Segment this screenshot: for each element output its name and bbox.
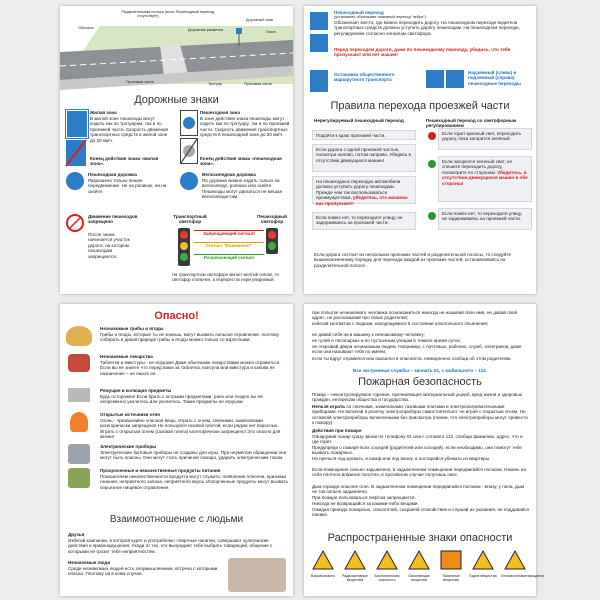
explosive-sign-icon [312,550,334,570]
red-light-bullet-icon [428,132,436,140]
strangers-text: Среди незнакомых людей есть злоумышленники, встреча с которыми опасна. Поэтому ни в коем случае: [68,566,218,577]
bus-stop-sign-icon [310,70,328,92]
fire-action-3: Не прячься под кровать, в шкаф или под ванну, а постарайся убежать из квартиры. [312,456,491,461]
page-road-signs [60,6,293,294]
transport-light-label: Транспортный светофор [173,214,207,225]
danger-item-5-title: Электрические приборы [100,444,157,449]
crosswalk-sign-icon [310,12,328,30]
page-crossing-rules [304,6,536,294]
pills-icon [68,354,90,372]
spoiled-food-icon [68,468,90,488]
road-signs-title: Дорожные знаки [134,94,219,106]
left-step-1: Подойти к краю проезжей части. [312,130,416,140]
right-step-2: Если загорелся зеленый свет, не спешите переходить дорогу, посмотрите по сторонам. Убедитесь, в отсутствии движущихся машин в обе стороны! [438,156,532,202]
label-crosswalk: Пешеходный переход [175,10,215,14]
col1-title: Нерегулируемый пешеходный переход [314,118,404,123]
fire-action-6: При пожаре пользоваться лифтом запрещается. [312,495,416,500]
corrosive-sign-icon [472,550,494,570]
fire-intro: Пожар – неконтролируемое горение, причиняющее материальный ущерб, вред жизни и здоровью граждан, интересам общества и государства. [312,392,523,403]
sign-caption-1: Взрывоопасно [310,574,336,578]
pedestrian-traffic-light [266,228,278,254]
sign-text-living: В жилой зоне пешеходы могут ходить как по тротуарам, так и по проезжей части. Скорость движения транспортных средств в жилой зоне до 20 км/ч. [90,116,169,143]
strangers-list-6: если ты вдруг отравился или оказался в опасности, немедленно сообщи об этом родителям. [312,356,512,361]
people-title: Взаимоотношение с людьми [109,514,244,525]
transport-traffic-light [178,228,190,266]
overpass-sign-icon [426,70,444,88]
sign-caption-4: Окисляющие вещества [408,574,430,583]
sign-caption-3: Биологическая опасность [374,574,400,583]
fire-safety-title: Пожарная безопасность [358,376,482,388]
left-step-2: Если дорога с одной проезжей частью, посмотри налево, потом направо. Убедись в отсутствии движущихся машин! [312,144,416,172]
green-light-bullet-icon [428,160,436,168]
danger-item-4-text: Огонь - чрезвычайно опасная вещь. Играть с огнем, спичками, зажигалками категорически запрещено! Не пользуйся газовой плитой, если рядом нет взрослых. Играть с открытым огнем (газовая плита) категорически запрещено! Это опасно для жизни! [100,418,281,440]
label-shoulder: Обочина [78,26,94,30]
fire-action-7: Никогда не возвращайся за какими-либо вещами. [312,501,419,506]
sign-text-pedestrian-zone: В зоне действия знака пешеходы могут ходить как по тротуару, так и по проезжей части. Скорость движения транспортных средств в пешеходной зоне до 20 км/ч. [200,116,290,138]
pedestrian-path-sign-icon [66,172,84,190]
strangers-title: Незнакомые люди [68,560,111,565]
danger-title: Опасно! [154,310,199,322]
mushrooms-icon [66,326,92,346]
fire-forbidden: Нельзя играть со спичками, зажигалками, газовыми плитами и электронагревательными приборами. Не включай в розетку электроприборы самостоятельно: не играй с открытым огнем. Не оставляй электроприборы включенными без присмотра (помни, что электроприборы могут привести к пожару). [312,404,528,426]
crosswalk-text: Обозначает место, где можно переходить дорогу. На пешеходном переходе водители транспортных средств должны уступить дорогу пешеходам. На пешеходном переходе, регулируемом согласно сигналам светофора. [334,20,520,36]
danger-item-4-title: Открытые источники огня [100,412,160,417]
label-sidewalk: Тротуар [207,82,223,86]
fire-icon [70,412,88,432]
hazard-signs-title: Распространенные знаки опасности [327,532,513,544]
strangers-list-2: избегай контактов с людьми, находящимися в состоянии алкогольного опьянения; [312,321,489,326]
pedestrian-light-label: Пешеходный светофор [257,214,287,225]
sign-text-ped-path: Разрешено только пешее передвижение. Не на роликах, ни на скейте. [88,178,167,194]
crosswalk-title: Пешеходный переход [334,10,384,15]
bus-stop-title: Остановка общественного маршрутного транспорта [334,72,395,83]
fire-action-2: Предупреди о пожаре всех соседей (родителей или соседей), если необходимо, они помогут тебе вызвать пожарных. [312,445,522,456]
go-bullet-icon [428,212,436,220]
emergency-number: Все экстренные службы – звонить 01, с мобильного – 112. [353,368,487,373]
fire-action-4: Если помещение сильно задымлено, в задымленном помещении передвигайся ползком. Накинь на себя плотное влажное полотно, в противном случае получишь ожог. [312,467,526,478]
danger-item-6-title: Просроченные и некачественные продукты питания [100,468,221,473]
danger-item-2-text: Таблетки и микстуры - не игрушки! Даже обычными лекарствами можно отравиться. Если вы не знаете что перед вами за таблетка, капсула или микстура и какова ее назначение – не ешьте ее. [100,360,281,376]
sign-title-pedestrian-zone: Пешеходная зона [200,110,240,115]
light-note: На транспортном светофоре мигает желтый сигнал, то светофор отключен, а перекресток нерегулируемый. [172,272,279,282]
flammable-sign-icon [504,550,526,570]
living-zone-sign-icon [66,110,88,138]
crossing-rules-title: Правила перехода проезжей части [330,100,510,112]
danger-item-2-title: Незнакомые лекарства [100,354,153,359]
crosswalk-warning: Перед переходом дороги, даже по пешеходному переходу, убедись, что тебя пропускают или нет машин! [334,47,511,58]
fire-action-5: Дым гораздо опаснее огня. В задымленном помещении передвигайся ползком - внизу, у пола, дым не так сильно задымлено. [312,484,525,495]
label-road-sign: Дорожный знак [246,18,274,22]
danger-item-3-text: Будь осторожен! Если брать с острыми предметами, рано или поздно вы ей непременно уколетесь или уколитесь. Такие предметы не игрушки. [100,394,263,405]
label-road-part-2: Проезжая часть [243,82,273,86]
sign-title-pedestrian-zone-end: Конец действия знака «пешеходная зона». [200,156,282,167]
light-stop-label: Запрещающий сигнал! [194,230,264,236]
danger-item-3-title: Режущие и колющие предметы [100,388,172,393]
right-step-1: Если горит красный свет, переходить дорогу, пока загорится зелёный. [438,128,532,150]
friends-text: Избегай компании, в которой курят и употребляют спиртные напитки, совершают хулиганские действия и правонарушения. Уходи от тех, кто вынуждает тебя выбрать товарищей, общение с которыми не грозит тебе неприятностям. [68,538,273,554]
crossing-footer: Если дорога состоит из нескольких проезжих частей и разделительной полосы, то следуйте вышеизначенному порядку для перехода каждой из проезжих частей, останавливаясь на разделительной полосе. [314,252,512,268]
danger-item-1-text: Грибы и ягоды, которые ты не знаешь, могут вызвать сильное отравление, поэтому собирать в дикой природе грибы и ягоды можно только со взрослыми. [100,332,279,343]
right-step-3: Если помех нет, то переходите улицу, не задерживаясь на проезжей части. [438,208,532,230]
iron-icon [68,444,90,464]
crosswalk-sub: (установлен обозначает наземный переход "зебра") [334,15,426,19]
page-danger [60,304,293,596]
pedestrian-zone-sign-icon [180,110,198,136]
light-attention-label: Сигнал "Внимание!" [194,242,264,248]
danger-item-6-text: Показателем некачественности продукта могут служить: появление плесени, признаки гниения, неприятного запаха, неприятного вкуса. Испорченные продукты могут вызвать серьезное пищевое отравление. [100,474,288,490]
left-step-4: Если помех нет, то переходите улицу, не задерживаясь на проезжей части. [312,212,416,230]
light-go-label: Разрешающий сигнал [194,254,264,260]
no-pedestrians-sign-icon [66,214,84,232]
fire-actions-title: Действия при пожаре [312,428,362,433]
sign-title-living-end: Конец действия знака «жилая зона». [90,156,159,167]
label-road-part: Проезжая часть [125,80,155,84]
oxidizer-sign-icon [408,550,430,570]
radioactive-sign-icon [344,550,366,570]
strangers-list-4: не гуляй в лесопарках и по пустынным улицам в темное время суток; [312,338,461,343]
friends-title: Друзья [68,532,85,537]
sign-title-no-ped: Движение пешеходов запрещено [88,214,138,225]
biohazard-sign-icon [376,550,398,570]
fire-action-1: Обнаружив пожар сразу звони по телефону 01 или с сотового 112, сообщи фамилию, адрес, что и где горит. [312,434,523,445]
strangers-list-5: не открывай двери незнакомым людям. Например, с почтовых, рабочих, служб, электриков, даже если они называют тебя по имени; [312,344,522,355]
label-markup: Дорожная разметка [188,28,223,32]
sign-caption-5: Токсичные вещества [442,574,460,583]
pedestrian-zone-end-sign-icon [180,138,198,164]
toxic-sign-icon [440,550,462,570]
bicycle-path-sign-icon [180,172,198,190]
sign-caption-6: Едкие вещества [469,574,497,578]
strangers-photo [228,558,286,592]
overpass-title: Надземный (слева) и подземный (справа) пешеходные переходы [468,70,521,86]
crosswalk-sign-2-icon [310,34,328,52]
label-lawn: Газон [266,30,276,34]
page-fire-safety [304,304,544,596]
sign-title-ped-path: Пешеходная дорожка [88,172,137,177]
fire-action-8: Ожидая приезда пожарных, спасателей, сохраняй спокойствие и слушай их указания, не поддавайся панике. [312,507,530,518]
sign-title-bike-path: Велосипедная дорожка [202,172,256,177]
sign-title-living: Жилая зона [90,110,117,115]
sign-caption-7: Легковоспламеняющиеся [501,574,544,578]
col2-title: Пешеходный переход со светофорным регулированием [426,118,517,129]
danger-item-5-text: Электрические бытовые приборы не созданы для игры. При неумелом обращении они могут быть опасны. Они могут стать причиной пожара, ударить электрическим током. [100,450,287,461]
left-step-3: На пешеходных переходах автомобили должны уступить дорогу пешеходам. Прежде чем так воспользоваться преимуществом, убедитесь, что машины вас пропускают! [312,176,416,204]
underpass-sign-icon [446,70,464,88]
strangers-list-3: не давай себя ни в машину к незнакомому человеку; [312,332,425,337]
sign-caption-2: Радиоактивные вещества [341,574,369,583]
sign-text-no-ped: После знака начинается участок дороги, на котором пешеходам запрещается. [88,232,130,259]
label-divider: Разделительная полоса (если отсутствует) [121,10,175,19]
danger-item-1-title: Незнакомые грибы и ягоды [100,326,164,331]
sign-text-bike-path: По дорожке можно ездить только на велосипеде, роликах или скейте. Пешеходы могут двигаться не мешая велосипедистам. [202,178,283,200]
living-zone-end-sign-icon [66,140,86,166]
strangers-list-1: при попытке незнакомого человека познакомиться никогда не называй свое имя, не давай свой адрес, не рассказывай про своих родителей; [312,310,518,321]
knives-icon [68,388,90,402]
